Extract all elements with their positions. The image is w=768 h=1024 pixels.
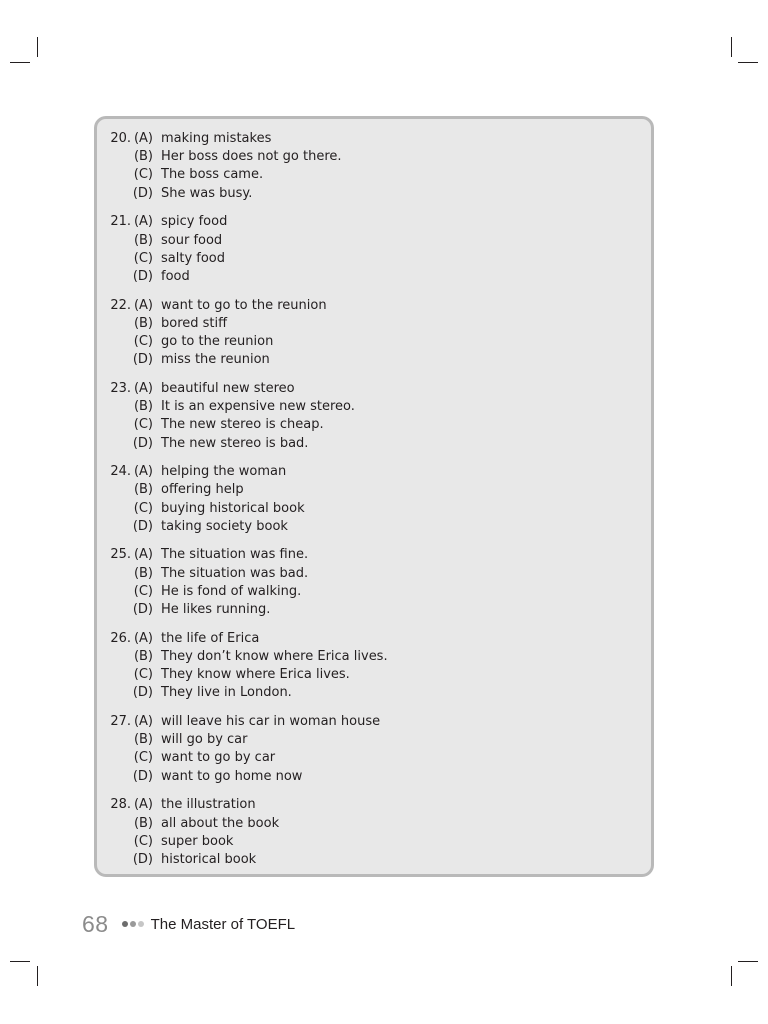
option-list [131, 130, 342, 203]
answer-option [131, 666, 388, 684]
option-text: She was busy. [161, 185, 253, 201]
answer-option [131, 749, 380, 767]
option-text: He is fond of walking. [161, 583, 302, 599]
question-number: 26. [110, 630, 131, 646]
option-text: will leave his car in woman house [161, 714, 381, 730]
answer-option [131, 648, 388, 666]
option-letter: (C) [133, 417, 153, 433]
option-text: They don’t know where Erica lives. [161, 648, 388, 664]
decorative-dots-icon [122, 921, 146, 927]
answer-option [131, 815, 279, 833]
crop-mark-top-right-vertical [731, 37, 732, 57]
question-list [108, 130, 628, 880]
question-number: 23. [110, 380, 131, 396]
question-number: 28. [110, 797, 131, 813]
crop-mark-top-right-horizontal [738, 62, 758, 63]
answer-option [131, 185, 342, 203]
book-title: The Master of TOEFL [150, 915, 296, 933]
question-item [108, 546, 628, 629]
option-letter: (A) [133, 547, 153, 563]
answer-option [131, 435, 355, 453]
answer-option [131, 796, 279, 814]
option-letter: (D) [132, 268, 153, 284]
option-text: Her boss does not go there. [161, 149, 342, 165]
option-letter: (D) [132, 518, 153, 534]
option-letter: (C) [133, 750, 153, 766]
answer-option [131, 684, 388, 702]
answer-option [131, 851, 279, 869]
crop-mark-top-left-horizontal [10, 62, 30, 63]
option-text: historical book [161, 851, 257, 867]
option-letter: (A) [133, 464, 153, 480]
dot-1 [122, 921, 128, 927]
answer-option [131, 380, 355, 398]
crop-mark-top-left-vertical [37, 37, 38, 57]
option-letter: (B) [133, 149, 153, 165]
question-item [108, 213, 628, 296]
question-item [108, 630, 628, 713]
option-letter: (A) [133, 797, 153, 813]
crop-mark-bottom-right-horizontal [738, 961, 758, 962]
option-letter: (A) [133, 214, 153, 230]
question-number: 25. [110, 547, 131, 563]
answer-option [131, 250, 227, 268]
page-number: 68 [82, 910, 109, 937]
question-item [108, 796, 628, 879]
question-item [108, 463, 628, 546]
question-number: 20. [110, 131, 131, 146]
answer-option [131, 731, 380, 749]
option-list [131, 796, 279, 869]
answer-option [131, 481, 305, 499]
answer-option [131, 232, 227, 250]
option-text: the illustration [161, 797, 256, 813]
option-letter: (C) [133, 583, 153, 599]
answer-option [131, 518, 305, 536]
option-text: miss the reunion [161, 352, 270, 368]
option-text: want to go by car [161, 750, 276, 766]
option-letter: (D) [132, 851, 153, 867]
option-letter: (C) [133, 500, 153, 516]
dot-3 [138, 921, 144, 927]
answer-option [131, 565, 308, 583]
option-letter: (D) [132, 602, 153, 618]
question-item [108, 713, 628, 796]
option-text: food [161, 268, 190, 284]
option-list [131, 463, 305, 536]
option-letter: (C) [133, 250, 153, 266]
option-letter: (D) [132, 685, 153, 701]
option-text: want to go home now [161, 768, 303, 784]
option-letter: (A) [133, 380, 153, 396]
dot-2 [130, 921, 136, 927]
option-text: spicy food [161, 214, 228, 230]
option-letter: (B) [133, 815, 153, 831]
option-text: helping the woman [161, 464, 287, 480]
option-text: The situation was bad. [161, 565, 309, 581]
option-letter: (D) [132, 768, 153, 784]
question-number: 21. [110, 214, 131, 230]
option-text: sour food [161, 232, 223, 248]
answer-option [131, 213, 227, 231]
crop-mark-bottom-left-vertical [37, 966, 38, 986]
option-text: The new stereo is cheap. [161, 417, 324, 433]
option-text: go to the reunion [161, 334, 274, 349]
answer-option [131, 713, 380, 731]
option-text: bored stiff [161, 315, 228, 331]
option-text: The new stereo is bad. [161, 435, 309, 451]
answer-option [131, 166, 342, 184]
option-text: offering help [161, 482, 244, 498]
option-letter: (A) [133, 630, 153, 646]
answer-option [131, 630, 388, 648]
option-letter: (B) [133, 732, 153, 748]
answer-option [131, 351, 327, 369]
option-text: super book [161, 833, 234, 849]
question-number: 27. [110, 714, 131, 730]
option-letter: (A) [133, 297, 153, 313]
question-item [108, 380, 628, 463]
answer-option [131, 500, 305, 518]
option-list [131, 380, 355, 453]
option-text: all about the book [161, 815, 280, 831]
answer-option [131, 833, 279, 851]
answer-option [131, 583, 308, 601]
option-letter: (D) [132, 185, 153, 201]
answer-option [131, 268, 227, 286]
answer-option [131, 768, 380, 786]
crop-mark-bottom-right-vertical [731, 966, 732, 986]
answer-option [131, 546, 308, 564]
option-text: He likes running. [161, 602, 271, 618]
answer-option [131, 333, 327, 351]
option-list [131, 713, 380, 786]
option-text: It is an expensive new stereo. [161, 399, 355, 415]
option-letter: (C) [133, 167, 153, 183]
answer-option [131, 601, 308, 619]
option-letter: (B) [133, 482, 153, 498]
option-letter: (A) [133, 714, 153, 730]
option-letter: (B) [133, 565, 153, 581]
option-text: will go by car [161, 732, 248, 748]
option-letter: (B) [133, 315, 153, 331]
option-letter: (B) [133, 648, 153, 664]
option-letter: (D) [132, 352, 153, 368]
option-letter: (A) [133, 131, 153, 146]
crop-mark-bottom-left-horizontal [10, 961, 30, 962]
answer-option [131, 148, 342, 166]
question-item [108, 297, 628, 380]
option-letter: (B) [133, 399, 153, 415]
page-footer [82, 910, 295, 938]
option-text: want to go to the reunion [161, 297, 327, 313]
option-text: They live in London. [161, 685, 292, 701]
option-text: the life of Erica [161, 630, 260, 646]
option-list [131, 546, 308, 619]
option-text: beautiful new stereo [161, 380, 295, 396]
answer-option [131, 315, 327, 333]
option-list [131, 297, 327, 370]
question-item [108, 130, 628, 213]
option-letter: (C) [133, 334, 153, 349]
question-number: 24. [110, 464, 131, 480]
option-text: The situation was fine. [161, 547, 309, 563]
option-list [131, 213, 227, 286]
option-text: buying historical book [161, 500, 305, 516]
option-letter: (C) [133, 667, 153, 683]
option-text: The boss came. [161, 167, 264, 183]
option-text: making mistakes [161, 131, 272, 146]
option-letter: (B) [133, 232, 153, 248]
option-text: taking society book [161, 518, 288, 534]
option-text: salty food [161, 250, 226, 266]
option-letter: (C) [133, 833, 153, 849]
answer-option [131, 130, 342, 148]
option-text: They know where Erica lives. [161, 667, 350, 683]
answer-option [131, 416, 355, 434]
question-number: 22. [110, 297, 131, 313]
option-list [131, 630, 388, 703]
answer-option [131, 398, 355, 416]
answer-option [131, 297, 327, 315]
option-letter: (D) [132, 435, 153, 451]
answer-option [131, 463, 305, 481]
